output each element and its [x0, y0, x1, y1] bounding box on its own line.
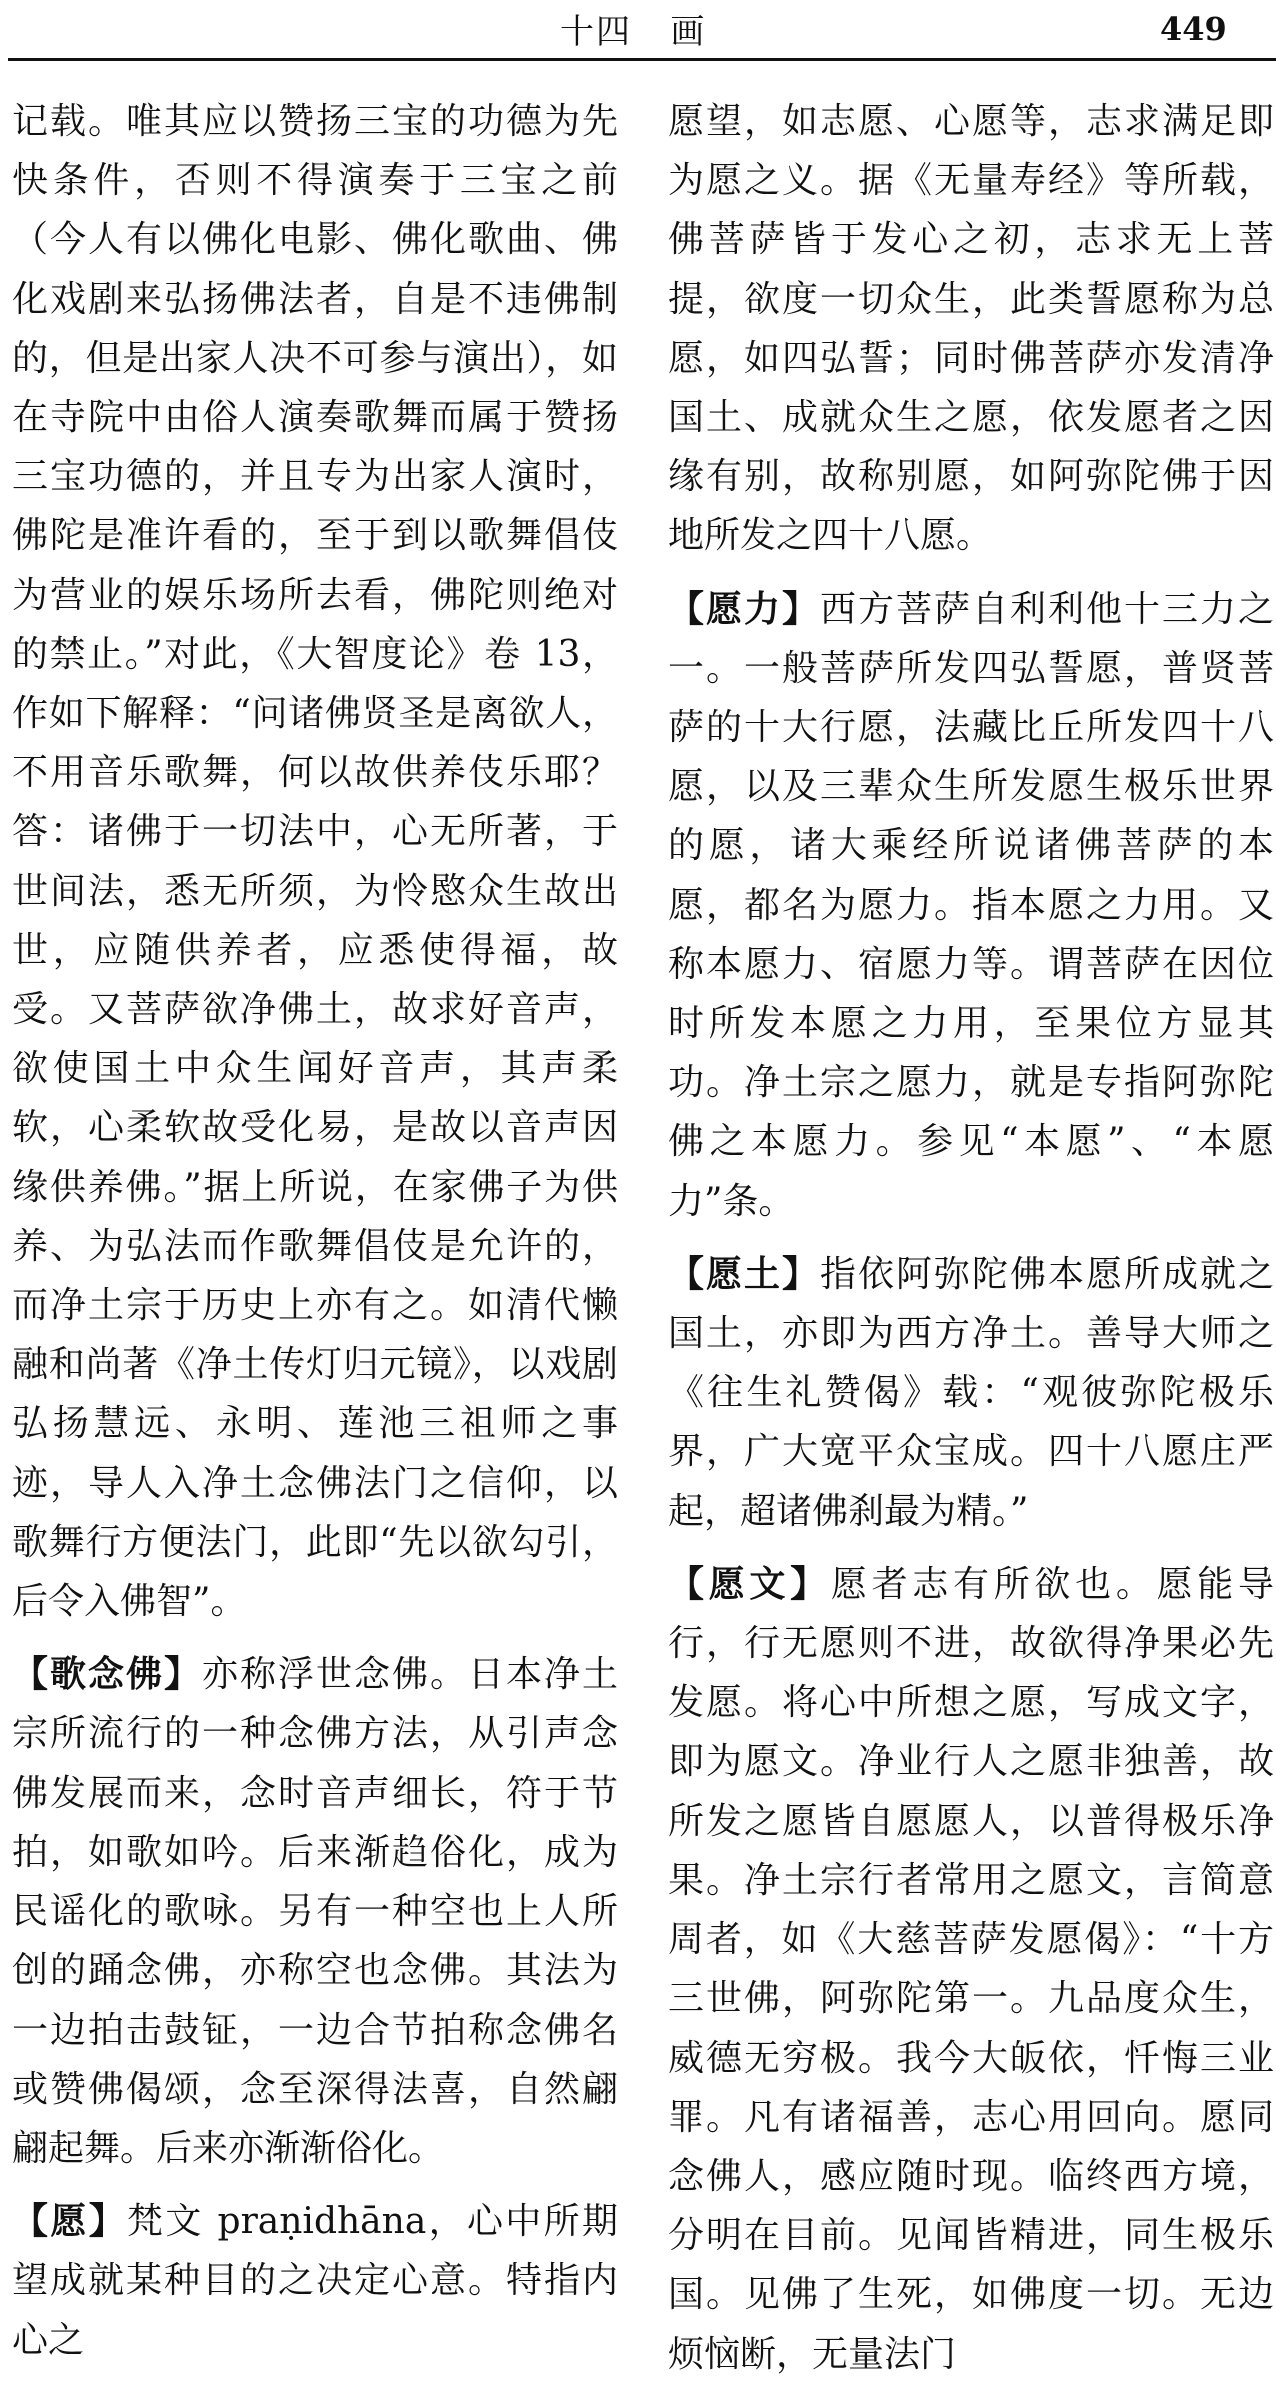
entry-term: 【歌念佛】 [12, 1654, 202, 1696]
entry-yuan-li [668, 580, 1274, 1231]
entry-yuan-wen [668, 1555, 1274, 2384]
right-column [668, 92, 1274, 2384]
entry-term: 【愿力】 [668, 588, 820, 630]
entry-text: 亦称浮世念佛。日本净土宗所流行的一种念佛方法，从引声念佛发展而来，念时音声细长，符于节拍，如歌如吟。后来渐趋俗化，成为民谣化的歌咏。另有一种空也上人所创的踊念佛，亦称空也念佛。其法为一边拍击鼓钲，一边合节拍称念佛名或赞佛偈颂，念至深得法喜，自然翩翩起舞。后来亦渐渐俗化。 [12, 1654, 618, 2169]
page-header [0, 0, 1276, 62]
entry-text: 愿望，如志愿、心愿等，志求满足即为愿之义。据《无量寿经》等所载，佛菩萨皆于发心之初，志求无上菩提，欲度一切众生，此类誓愿称为总愿，如四弘誓；同时佛菩萨亦发清净国土、成就众生之愿，依发愿者之因缘有别，故称别愿，如阿弥陀佛于因地所发之四十八愿。 [668, 101, 1274, 557]
entry-text: 愿者志有所欲也。愿能导行，行无愿则不进，故欲得净果必先发愿。将心中所想之愿，写成文字，即为愿文。净业行人之愿非独善，故所发之愿皆自愿愿人，以普得极乐净果。净土宗行者常用之愿文，言简意周者，如《大慈菩萨发愿偈》：“十方三世佛，阿弥陀第一。九品度众生，威德无穷极。我今大皈依，忏悔三业罪。凡有诸福善，志心用回向。愿同念佛人，感应随时现。临终西方境，分明在目前。见闻皆精进，同生极乐国。见佛了生死，如佛度一切。无边烦恼断，无量法门 [668, 1563, 1274, 2375]
entry-yuan-tu [668, 1245, 1274, 1541]
entry-term: 【愿文】 [668, 1563, 831, 1605]
entry-yuan [12, 2192, 618, 2370]
entry-ge-nian-fo [12, 1645, 618, 2178]
left-column [12, 92, 618, 2370]
section-title: 十四 画 [560, 12, 707, 52]
entry-term: 【愿】 [12, 2201, 128, 2243]
page-number: 449 [1160, 10, 1227, 48]
entry-term: 【愿土】 [668, 1253, 820, 1295]
entry-text: 指依阿弥陀佛本愿所成就之国土，亦即为西方净土。善导大师之《往生礼赞偈》载：“观彼弥陀极乐界，广大宽平众宝成。四十八愿庄严起，超诸佛刹最为精。” [668, 1253, 1274, 1532]
header-divider [8, 58, 1276, 61]
entry-text: 梵文 praṇidhāna，心中所期望成就某种目的之决定心意。特指内心之 [12, 2201, 618, 2361]
entry-text: 西方菩萨自利利他十三力之一。一般菩萨所发四弘誓愿，普贤菩萨的十大行愿，法藏比丘所发四十八愿，以及三辈众生所发愿生极乐世界的愿，诸大乘经所说诸佛菩萨的本愿，都名为愿力。指本愿之力用。又称本愿力、宿愿力等。谓菩萨在因位时所发本愿之力用，至果位方显其功。净土宗之愿力，就是专指阿弥陀佛之本愿力。参见“本愿”、“本愿力”条。 [668, 588, 1274, 1222]
entry-text: 记载。唯其应以赞扬三宝的功德为先快条件，否则不得演奏于三宝之前（今人有以佛化电影、佛化歌曲、佛化戏剧来弘扬佛法者，自是不违佛制的，但是出家人决不可参与演出），如在寺院中由俗人演奏歌舞而属于赞扬三宝功德的，并且专为出家人演时，佛陀是准许看的，至于到以歌舞倡伎为营业的娱乐场所去看，佛陀则绝对的禁止。”对此，《大智度论》卷 13，作如下解释：“问诸佛贤圣是离欲人，不用音乐歌舞，何以故供养伎乐耶？答：诸佛于一切法中，心无所著，于世间法，悉无所须，为怜愍众生故出世，应随供养者，应悉使得福，故受。又菩萨欲净佛土，故求好音声，欲使国土中众生闻好音声，其声柔软，心柔软故受化易，是故以音声因缘供养佛。”据上所说，在家佛子为供养、为弘法而作歌舞倡伎是允许的，而净土宗于历史上亦有之。如清代懒融和尚著《净土传灯归元镜》，以戏剧弘扬慧远、永明、莲池三祖师之事迹，导人入净土念佛法门之信仰，以歌舞行方便法门，此即“先以欲勾引，后令入佛智”。 [12, 101, 618, 1623]
entry-continuation [12, 92, 618, 1631]
entry-continuation [668, 92, 1274, 566]
